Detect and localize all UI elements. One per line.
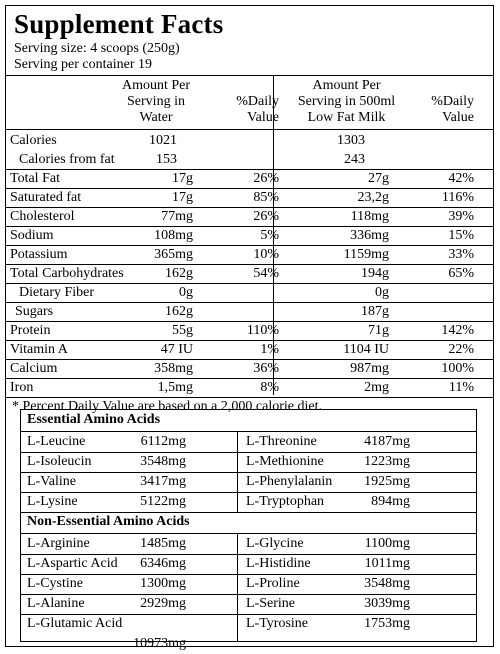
nutrient-row-saturated-fat: Saturated fat 17g 85% 23,2g 116% <box>10 190 474 205</box>
label-title: Supplement Facts <box>14 9 224 39</box>
nutrient-row-calories: Calories 1021 1303 <box>10 133 365 148</box>
amino-row: L-Leucine 6112mg L-Threonine 4187mg <box>27 434 410 449</box>
serving-size: Serving size: 4 scoops (250g) <box>14 41 180 56</box>
essential-amino-acids-heading: Essential Amino Acids <box>27 412 161 427</box>
nutrient-row-total-fat: Total Fat 17g 26% 27g 42% <box>10 171 474 186</box>
rule <box>21 512 476 513</box>
non-essential-amino-acids-heading: Non-Essential Amino Acids <box>27 514 190 529</box>
header-divider <box>6 75 493 76</box>
nutrient-row-dietary-fiber: Dietary Fiber 0g 0g <box>19 285 389 300</box>
amino-row: L-Isoleucin 3548mg L-Methionine 1223mg <box>27 454 410 469</box>
amino-row: L-Arginine 1485mg L-Glycine 1100mg <box>27 536 410 551</box>
nutrient-row-potassium: Potassium 365mg 10% 1159mg 33% <box>10 247 474 262</box>
nutrient-row-vitamin-a: Vitamin A 47 IU 1% 1104 IU 22% <box>10 342 474 357</box>
rule <box>6 397 493 398</box>
nutrient-row-total-carbohydrates: Total Carbohydrates 162g 54% 194g 65% <box>10 266 474 281</box>
nutrient-row-sugars: Sugars 162g 187g <box>15 304 389 319</box>
rule <box>6 129 493 130</box>
header-amount-water: Amount Per Serving in Water <box>121 78 191 125</box>
amino-row: L-Alanine 2929mg L-Serine 3039mg <box>27 596 410 611</box>
daily-value-footnote: * Percent Daily Value are based on a 2,000 calorie diet. <box>12 399 322 414</box>
amino-row: L-Lysine 5122mg L-Tryptophan 894mg <box>27 494 410 509</box>
servings-per-container: Serving per container 19 <box>14 57 153 72</box>
header-daily-value-1: %Daily Value <box>236 94 279 125</box>
header-daily-value-2: %Daily Value <box>431 94 474 125</box>
amino-row: L-Glutamic Acid 10973mg L-Tyrosine 1753mg <box>27 616 410 651</box>
nutrient-row-calories-from-fat: Calories from fat 153 243 <box>19 152 365 167</box>
nutrient-row-calcium: Calcium 358mg 36% 987mg 100% <box>10 361 474 376</box>
amino-acids-panel <box>20 409 477 651</box>
amino-row: L-Cystine 1300mg L-Proline 3548mg <box>27 576 410 591</box>
nutrient-row-iron: Iron 1,5mg 8% 2mg 11% <box>10 380 474 395</box>
nutrient-row-protein: Protein 55g 110% 71g 142% <box>10 323 474 338</box>
amino-row: L-Aspartic Acid 6346mg L-Histidine 1011mg <box>27 556 410 571</box>
amino-row: L-Valine 3417mg L-Phenylalanin 1925mg <box>27 474 410 489</box>
header-amount-milk: Amount Per Serving in 500ml Low Fat Milk <box>297 78 396 125</box>
nutrient-row-sodium: Sodium 108mg 5% 336mg 15% <box>10 228 474 243</box>
nutrient-row-cholesterol: Cholesterol 77mg 26% 118mg 39% <box>10 209 474 224</box>
